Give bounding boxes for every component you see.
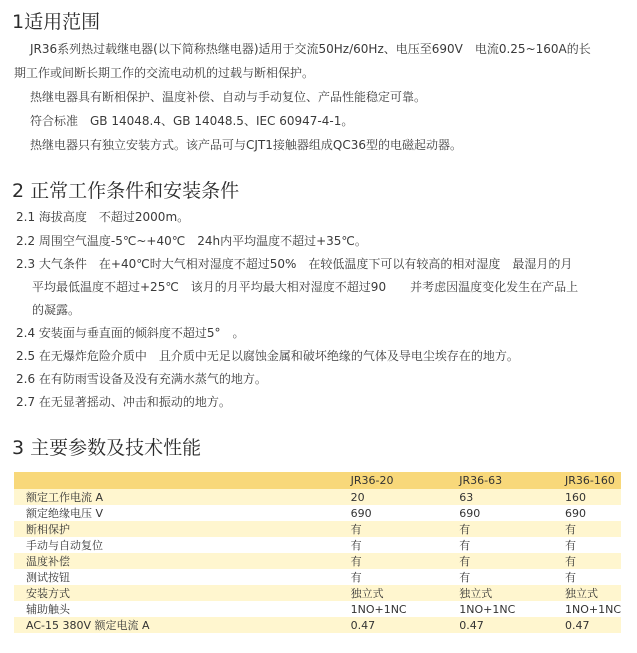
row-label: AC-15 380V 额定电流 A (14, 617, 339, 633)
section-1-paragraph-2: 热继电器具有断相保护、温度补偿、自动与手动复位、产品性能稳定可靠。 (30, 90, 427, 104)
section-3-title: 3 主要参数及技术性能 (12, 437, 202, 459)
section-1-paragraph-1-line-1: JR36系列热过载继电器(以下简称热继电器)适用于交流50Hz/60Hz、电压至690V 电流0.25~160A的长 (30, 42, 591, 56)
table-cell: 有 (557, 537, 621, 553)
section-1-paragraph-4: 热继电器只有独立安装方式。该产品可与CJT1接触器组成QC36型的电磁起动器。 (30, 138, 462, 152)
header-cell-jr36-63: JR36-63 (447, 472, 557, 489)
row-label: 温度补偿 (14, 553, 339, 569)
table-cell: 690 (557, 505, 621, 521)
table-row (14, 521, 621, 537)
table-cell: 有 (557, 569, 621, 585)
condition-2-2: 2.2 周围空气温度-5℃~+40℃ 24h内平均温度不超过+35℃。 (16, 234, 367, 248)
table-row (14, 585, 621, 601)
table-cell: 有 (447, 553, 557, 569)
row-label: 手动与自动复位 (14, 537, 339, 553)
spec-table (14, 472, 621, 633)
table-cell: 160 (557, 489, 621, 505)
header-cell-jr36-20: JR36-20 (339, 472, 448, 489)
table-cell: 有 (339, 537, 448, 553)
header-cell-jr36-160: JR36-160 (557, 472, 621, 489)
table-cell: 1NO+1NC (339, 601, 448, 617)
row-label: 安装方式 (14, 585, 339, 601)
section-1-paragraph-1-line-2: 期工作或间断长期工作的交流电动机的过载与断相保护。 (14, 66, 315, 80)
row-label: 额定绝缘电压 V (14, 505, 339, 521)
section-2-title: 2 正常工作条件和安装条件 (12, 180, 240, 202)
table-cell: 独立式 (339, 585, 448, 601)
table-cell: 有 (447, 569, 557, 585)
condition-2-1: 2.1 海拔高度 不超过2000m。 (16, 210, 190, 224)
table-row (14, 537, 621, 553)
table-cell: 0.47 (447, 617, 557, 633)
table-cell: 有 (447, 537, 557, 553)
row-label: 额定工作电流 A (14, 489, 339, 505)
table-cell: 有 (339, 553, 448, 569)
table-cell: 0.47 (557, 617, 621, 633)
header-cell-blank (14, 472, 339, 489)
table-row (14, 569, 621, 585)
table-cell: 1NO+1NC (557, 601, 621, 617)
condition-2-3-line-3: 的凝露。 (32, 303, 81, 317)
table-cell: 20 (339, 489, 448, 505)
table-row (14, 553, 621, 569)
row-label: 断相保护 (14, 521, 339, 537)
condition-2-7: 2.7 在无显著摇动、冲击和振动的地方。 (16, 395, 231, 409)
table-cell: 690 (339, 505, 448, 521)
table-cell: 63 (447, 489, 557, 505)
table-cell: 1NO+1NC (447, 601, 557, 617)
table-header-row (14, 472, 621, 489)
section-1-title: 1适用范围 (12, 11, 101, 33)
condition-2-3-line-1: 2.3 大气条件 在+40℃时大气相对湿度不超过50% 在较低温度下可以有较高的相对湿度 最湿月的月 (16, 257, 573, 271)
table-row (14, 489, 621, 505)
table-row (14, 505, 621, 521)
condition-2-6: 2.6 在有防雨雪设备及没有充满水蒸气的地方。 (16, 372, 267, 386)
table-cell: 有 (557, 553, 621, 569)
condition-2-4: 2.4 安装面与垂直面的倾斜度不超过5° 。 (16, 326, 245, 340)
table-row (14, 601, 621, 617)
table-row (14, 617, 621, 633)
table-cell: 有 (447, 521, 557, 537)
table-cell: 独立式 (557, 585, 621, 601)
table-cell: 有 (339, 569, 448, 585)
table-cell: 690 (447, 505, 557, 521)
condition-2-3-line-2: 平均最低温度不超过+25℃ 该月的月平均最大相对湿度不超过90 并考虑因温度变化发生在产品上 (32, 280, 579, 294)
table-cell: 有 (557, 521, 621, 537)
condition-2-5: 2.5 在无爆炸危险介质中 且介质中无足以腐蚀金属和破坏绝缘的气体及导电尘埃存在的地方。 (16, 349, 519, 363)
table-cell: 独立式 (447, 585, 557, 601)
row-label: 测试按钮 (14, 569, 339, 585)
table-cell: 0.47 (339, 617, 448, 633)
table-cell: 有 (339, 521, 448, 537)
row-label: 辅助触头 (14, 601, 339, 617)
section-1-standards: 符合标准 GB 14048.4、GB 14048.5、IEC 60947-4-1。 (30, 114, 354, 128)
